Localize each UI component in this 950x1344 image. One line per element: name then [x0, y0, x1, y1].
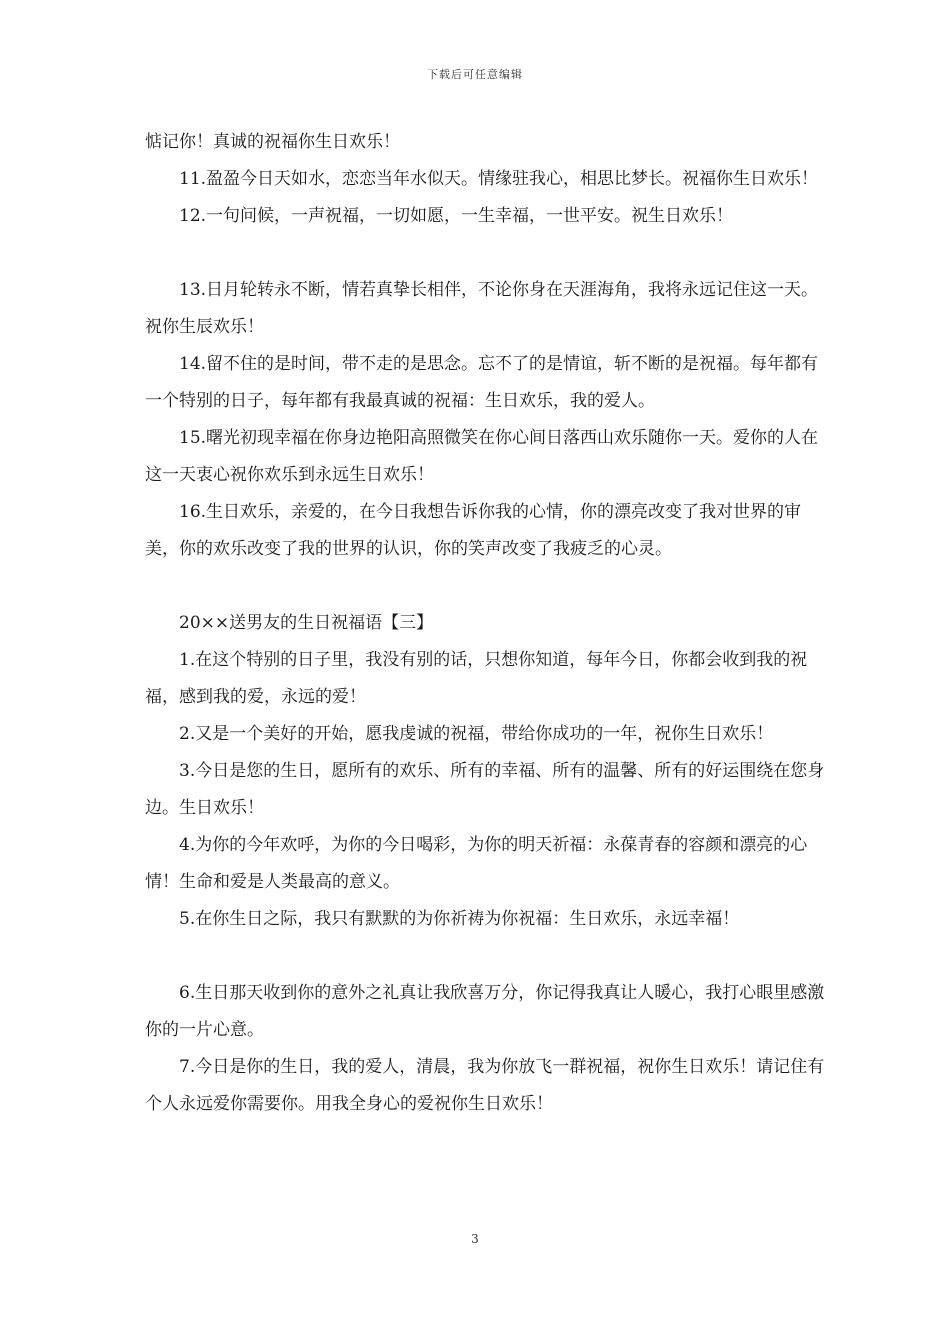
- paragraph: 7.今日是你的生日，我的爱人，清晨，我为你放飞一群祝福，祝你生日欢乐！请记住有个人永远爱你需要你。用我全身心的爱祝你生日欢乐！: [145, 1057, 825, 1114]
- blank-line: [145, 568, 825, 605]
- section-heading: 20××送男友的生日祝福语【三】: [179, 613, 434, 633]
- paragraph: 13.日月轮转永不断，情若真挚长相伴，不论你身在天涯海角，我将永远记住这一天。祝你生辰欢乐！: [145, 280, 819, 337]
- paragraph: 4.为你的今年欢呼，为你的今日喝彩，为你的明天祈福：永葆青春的容颜和漂亮的心情！生命和爱是人类最高的意义。: [145, 835, 808, 892]
- blank-line: [145, 938, 825, 975]
- page-header: 下载后可任意编辑: [427, 68, 523, 81]
- blank-line: [145, 235, 825, 272]
- paragraph: 16.生日欢乐，亲爱的，在今日我想告诉你我的心情，你的漂亮改变了我对世界的审美，你的欢乐改变了我的世界的认识，你的笑声改变了我疲乏的心灵。: [145, 502, 802, 559]
- paragraph: 14.留不住的是时间，带不走的是思念。忘不了的是情谊，斩不断的是祝福。每年都有一个特别的日子，每年都有我最真诚的祝福：生日欢乐，我的爱人。: [145, 354, 819, 411]
- paragraph: 惦记你！真诚的祝福你生日欢乐！: [145, 132, 400, 152]
- paragraph: 11.盈盈今日天如水，恋恋当年水似天。情缘驻我心，相思比梦长。祝福你生日欢乐！: [179, 169, 819, 189]
- paragraph: 6.生日那天收到你的意外之礼真让我欣喜万分，你记得我真让人暖心，我打心眼里感激你的一片心意。: [145, 983, 825, 1040]
- paragraph: 5.在你生日之际，我只有默默的为你祈祷为你祝福：生日欢乐，永远幸福！: [179, 909, 740, 929]
- paragraph: 1.在这个特别的日子里，我没有别的话，只想你知道，每年今日，你都会收到我的祝福，感到我的爱，永远的爱！: [145, 650, 808, 707]
- paragraph: 15.曙光初现幸福在你身边艳阳高照微笑在你心间日落西山欢乐随你一天。爱你的人在这一天衷心祝你欢乐到永远生日欢乐！: [145, 428, 819, 485]
- paragraph: 3.今日是您的生日，愿所有的欢乐、所有的幸福、所有的温馨、所有的好运围绕在您身边。生日欢乐！: [145, 761, 825, 818]
- page-number: 3: [471, 1232, 479, 1246]
- paragraph: 2.又是一个美好的开始，愿我虔诚的祝福，带给你成功的一年，祝你生日欢乐！: [179, 724, 774, 744]
- document-body: [145, 124, 825, 1123]
- paragraph: 12.一句问候，一声祝福，一切如愿，一生幸福，一世平安。祝生日欢乐！: [179, 206, 734, 226]
